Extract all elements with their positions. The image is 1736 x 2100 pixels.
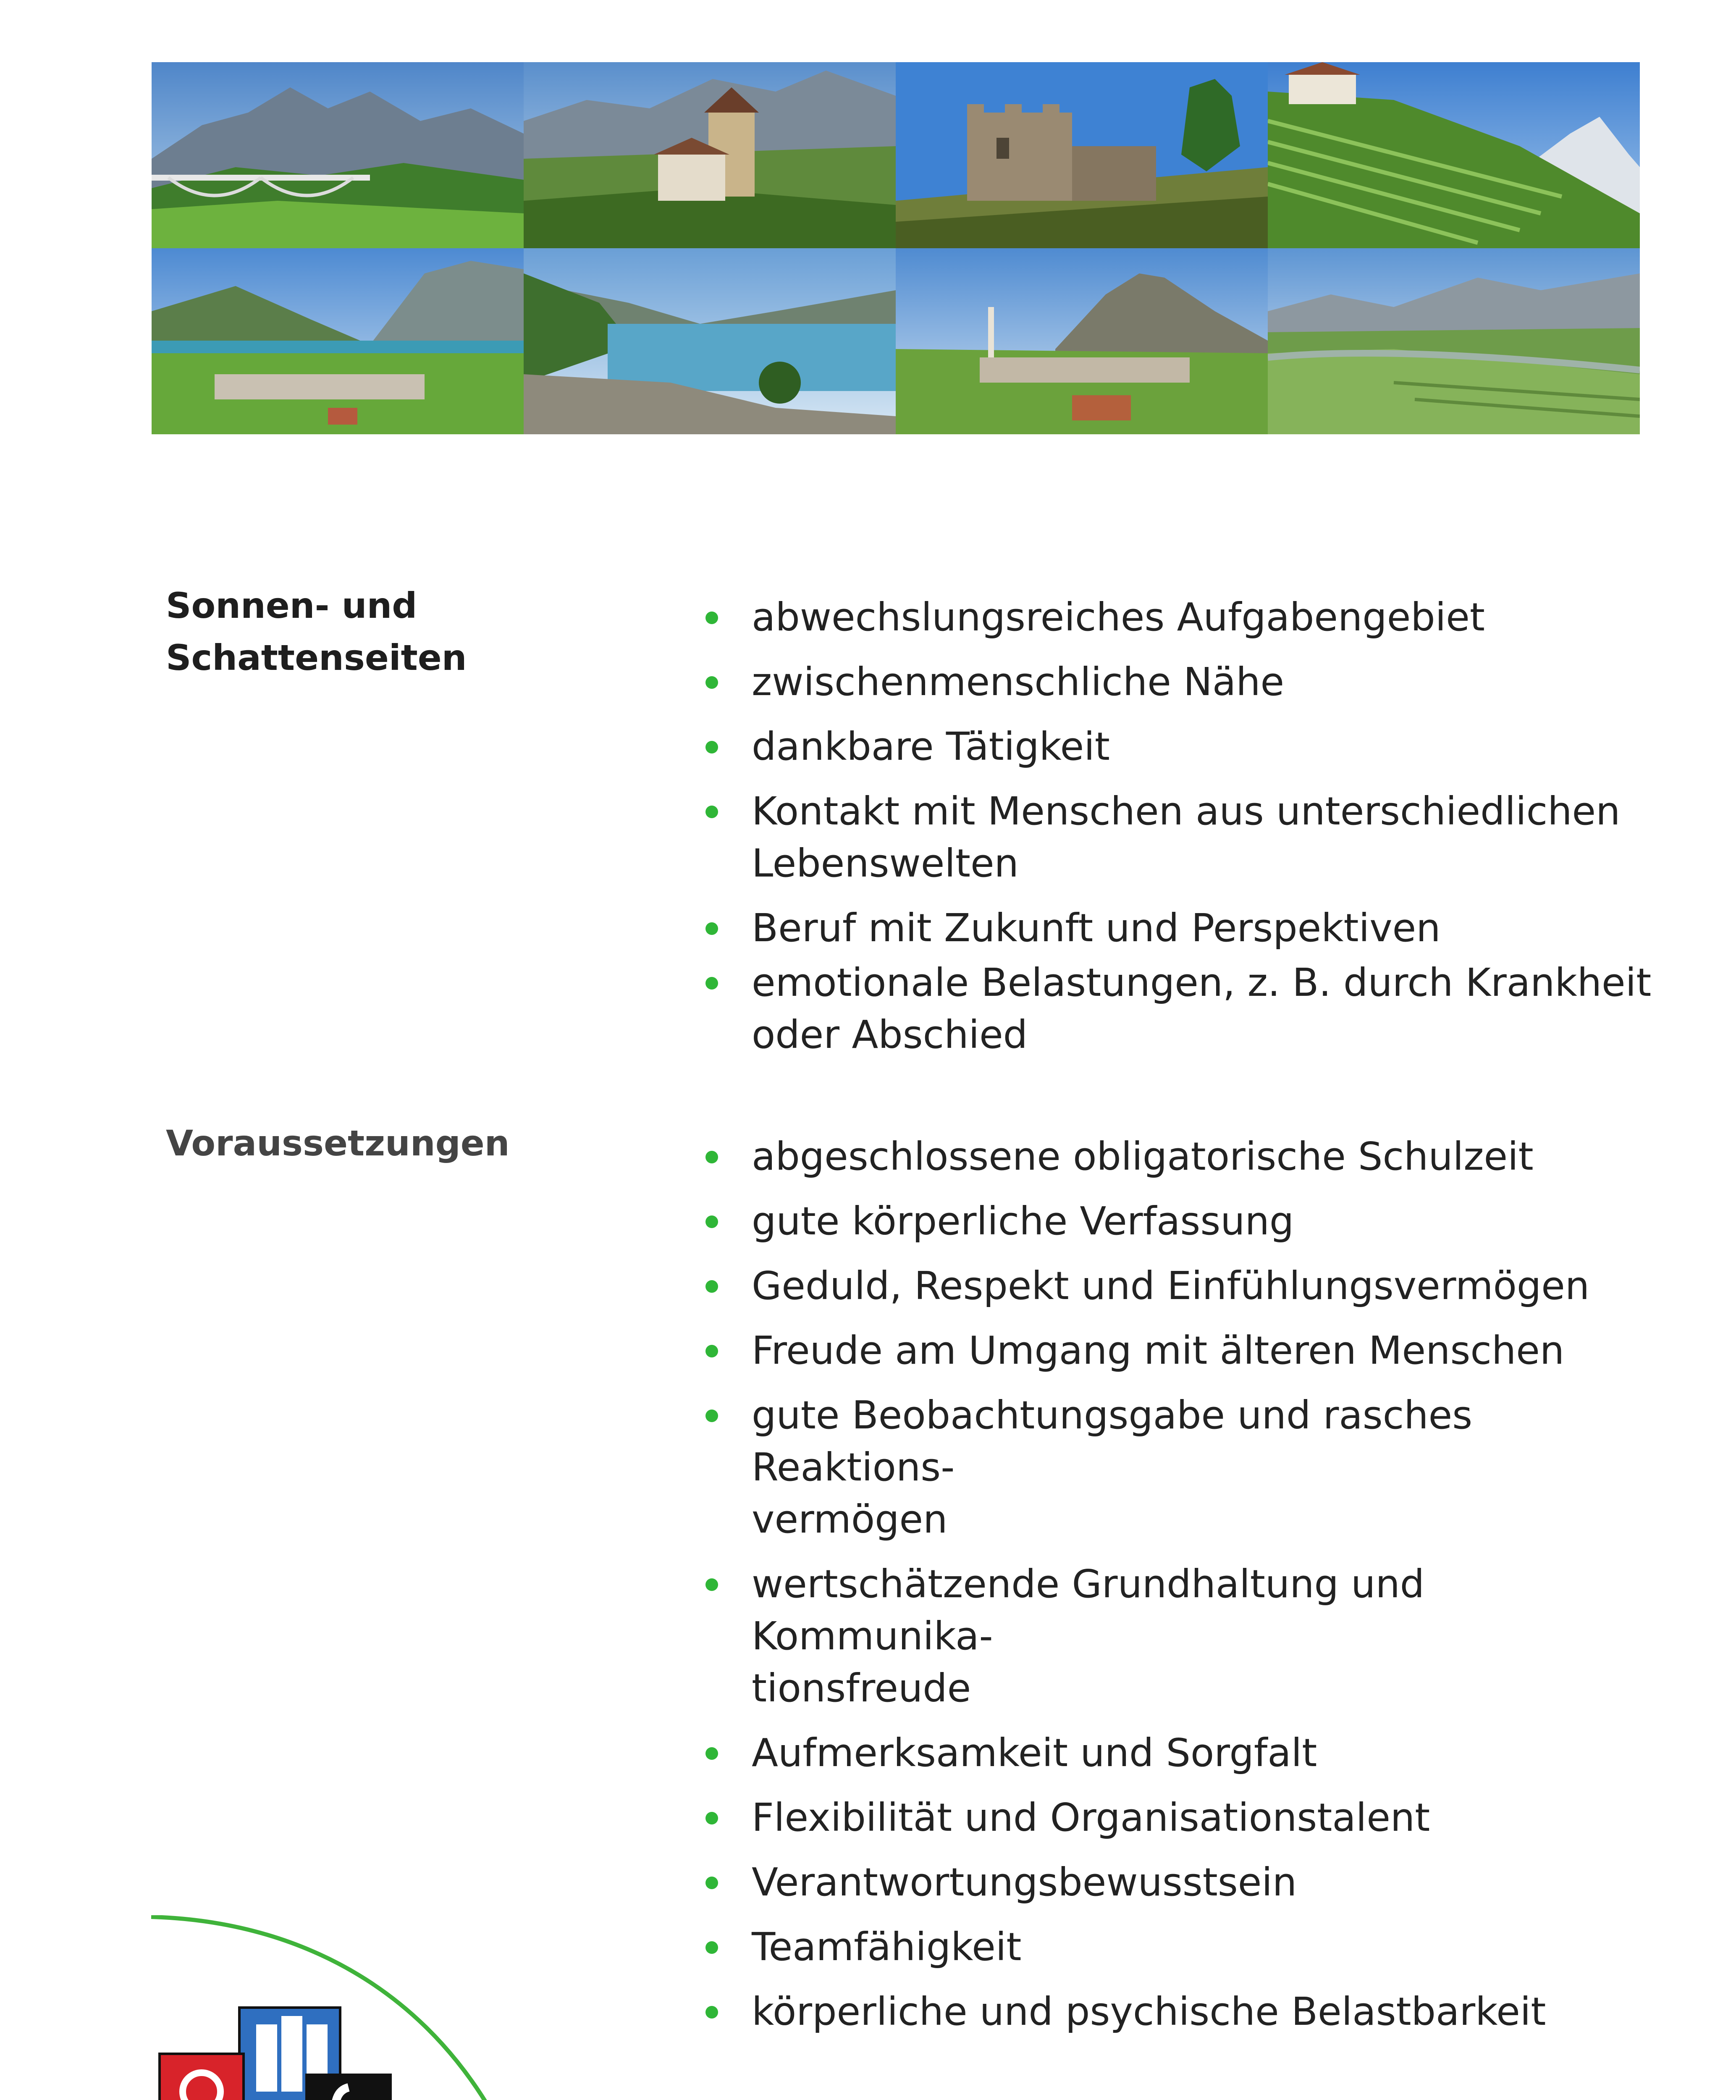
section-label-line: Voraussetzungen: [166, 1123, 510, 1164]
photo-village-mountain: [896, 248, 1268, 434]
list-item: [689, 1558, 1655, 1714]
photo-strip: [152, 62, 1640, 434]
list-item: [689, 1389, 1655, 1546]
item-text: Freude am Umgang mit älteren Menschen: [752, 1328, 1565, 1373]
item-text: Beruf mit Zukunft und Perspektiven: [752, 906, 1441, 950]
item-text: dankbare Tätigkeit: [752, 724, 1110, 769]
item-text: emotionale Belastungen, z. B. durch Krankheit: [752, 960, 1652, 1005]
item-text-continued: vermögen: [752, 1497, 948, 1542]
item-text: körperliche und psychische Belastbarkeit: [752, 1989, 1546, 2034]
item-text: Verantwortungsbewusstsein: [752, 1860, 1297, 1905]
crest-crozier-icon: [160, 2054, 244, 2100]
section-label-sonnen-schattenseiten: [166, 580, 467, 684]
list-item: [689, 902, 1655, 954]
item-text: Aufmerksamkeit und Sorgfalt: [752, 1730, 1317, 1775]
item-text: gute Beobachtungsgabe und rasches Reaktions-: [752, 1393, 1473, 1490]
section-label-line: Schattenseiten: [166, 637, 467, 678]
list-item: [689, 1921, 1655, 1973]
photo-walensee-lake: [524, 248, 896, 434]
list-item: [689, 1792, 1655, 1844]
list-item: [689, 1260, 1655, 1312]
item-text-continued: tionsfreude: [752, 1666, 971, 1711]
item-text: zwischenmenschliche Nähe: [752, 659, 1285, 704]
item-text: abwechslungsreiches Aufgabengebiet: [752, 595, 1485, 640]
photo-walensee-village: [152, 248, 524, 434]
item-text-continued: oder Abschied: [752, 1012, 1028, 1057]
item-text: Teamfähigkeit: [752, 1924, 1022, 1969]
list-item: [689, 656, 1655, 708]
item-text: Kontakt mit Menschen aus unterschiedlichen: [752, 789, 1621, 834]
photo-castle-ruin: [896, 62, 1268, 248]
photo-bridge-valley: [152, 62, 524, 248]
list-item: [689, 1195, 1655, 1247]
list-item: [689, 1727, 1655, 1779]
list-item: [689, 1856, 1655, 1908]
pros-cons-list: [689, 591, 1655, 1074]
list-item: [689, 1131, 1655, 1183]
item-text-continued: Lebenswelten: [752, 841, 1019, 886]
item-text: abgeschlossene obligatorische Schulzeit: [752, 1134, 1534, 1179]
list-item: [689, 721, 1655, 773]
photo-rhine-valley: [1268, 248, 1640, 434]
section-label-line: Sonnen- und: [166, 585, 417, 626]
crest-swan-icon: [307, 2075, 391, 2100]
photo-castle-sargans: [524, 62, 896, 248]
item-text: Geduld, Respekt und Einfühlungsvermögen: [752, 1263, 1590, 1308]
item-text: Flexibilität und Organisationstalent: [752, 1795, 1430, 1840]
list-item: [689, 785, 1655, 890]
coats-of-arms-icon: [155, 1999, 508, 2100]
photo-vineyard-terrace: [1268, 62, 1640, 248]
item-text: gute körperliche Verfassung: [752, 1199, 1294, 1244]
requirements-list: [689, 1131, 1655, 2050]
item-text: wertschätzende Grundhaltung und Kommunika-: [752, 1562, 1425, 1659]
list-item: [689, 957, 1655, 1061]
section-label-voraussetzungen: [166, 1117, 510, 1169]
list-item: [689, 591, 1655, 643]
list-item: [689, 1325, 1655, 1377]
list-item: [689, 1986, 1655, 2038]
